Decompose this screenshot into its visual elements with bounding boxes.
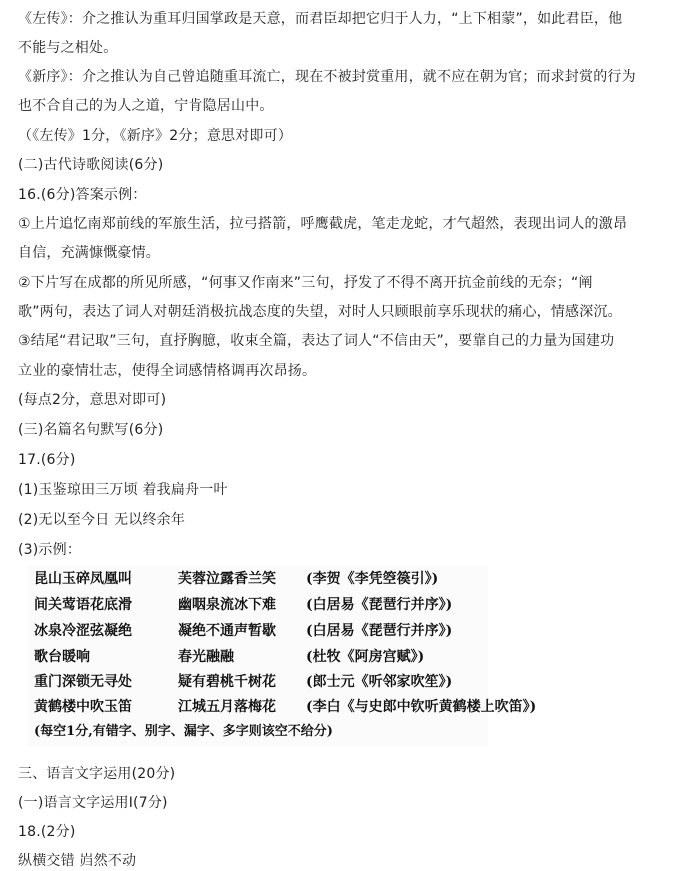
example-source: (李白《与史郎中钦听黄鹤楼上吹笛》) xyxy=(306,699,537,715)
example-line-b: 春光融融 xyxy=(178,649,234,665)
example-line-b: 凝绝不通声暂歇 xyxy=(178,623,276,639)
section-heading: (一)语言文字运用Ⅰ(7分) xyxy=(18,795,168,811)
text-line: 立业的豪情壮志，使得全词感情格调再次昂扬。 xyxy=(18,363,317,379)
example-line-a: 黄鹤楼中吹玉笛 xyxy=(34,699,132,715)
text-line: 《左传》：介之推认为重耳归国掌政是天意，而君臣却把它归于人力，“上下相蒙”，如此君臣，他 xyxy=(18,11,623,27)
question-heading: 17.(6分) xyxy=(18,452,76,468)
example-source: (杜牧《阿房宫赋》) xyxy=(306,649,425,665)
text-line: 不能与之相处。 xyxy=(18,40,118,56)
question-heading: 18.(2分) xyxy=(18,824,76,840)
example-source: (李贺《李凭箜篌引》) xyxy=(306,571,439,587)
example-line-a: 冰泉冷涩弦凝绝 xyxy=(34,623,132,639)
text-line: ①上片追忆南郑前线的军旅生活，拉弓搭箭，呼鹰截虎，笔走龙蛇，才气超然，表现出词人的激昂 xyxy=(18,216,628,232)
example-line-a: 歌台暖响 xyxy=(34,649,90,665)
answer-line: (2)无以至今日 无以终余年 xyxy=(18,512,186,528)
text-line: ②下片写在成都的所见所感，“何事又作南来”三句，抒发了不得不离开抗金前线的无奈；“阐 xyxy=(18,275,593,291)
example-source: (白居易《琵琶行并序》) xyxy=(306,597,453,613)
text-line: 歌”两句，表达了词人对朝廷消极抗战态度的失望，对时人只顾眼前享乐现状的痛心，情感深沉。 xyxy=(18,304,622,320)
answer-line: (3)示例： xyxy=(18,542,82,558)
text-line: ③结尾“君记取”三句，直抒胸臆，收束全篇，表达了词人“不信由天”，要靠自己的力量为国建功 xyxy=(18,333,615,349)
scoring-note: （《左传》1分，《新序》2分；意思对即可） xyxy=(18,128,293,144)
example-source: (郎士元《听邻家吹笙》) xyxy=(306,674,453,690)
examples-scoring-note: (每空1分,有错字、别字、漏字、多字则该空不给分) xyxy=(34,724,333,739)
example-line-a: 昆山玉碎凤凰叫 xyxy=(34,571,132,587)
example-line-b: 芙蓉泣露香兰笑 xyxy=(178,571,276,587)
scoring-note: (每点2分，意思对即可) xyxy=(18,392,167,408)
part-heading: 三、语言文字运用(20分) xyxy=(18,766,176,782)
example-line-b: 幽咽泉流冰下难 xyxy=(178,597,276,613)
example-line-a: 间关莺语花底滑 xyxy=(34,597,132,613)
example-line-b: 疑有碧桃千树花 xyxy=(178,674,276,690)
text-line: 也不合自己的为人之道，宁肯隐居山中。 xyxy=(18,98,274,114)
answer-line: 纵横交错 岿然不动 xyxy=(18,853,137,869)
example-line-b: 江城五月落梅花 xyxy=(178,699,276,715)
question-heading: 16.(6分)答案示例： xyxy=(18,187,147,203)
example-line-a: 重门深锁无寻处 xyxy=(34,674,132,690)
answer-line: (1)玉鉴琼田三万顷 着我扁舟一叶 xyxy=(18,482,228,498)
text-line: 自信，充满慷慨豪情。 xyxy=(18,245,160,261)
text-line: 《新序》：介之推认为自己曾追随重耳流亡，现在不被封赏重用，就不应在朝为官；而求封赏的行为 xyxy=(18,69,636,85)
examples-table xyxy=(28,566,537,746)
section-heading: (三)名篇名句默写(6分) xyxy=(18,422,164,438)
section-heading: (二)古代诗歌阅读(6分) xyxy=(18,157,164,173)
example-source: (白居易《琵琶行并序》) xyxy=(306,623,453,639)
